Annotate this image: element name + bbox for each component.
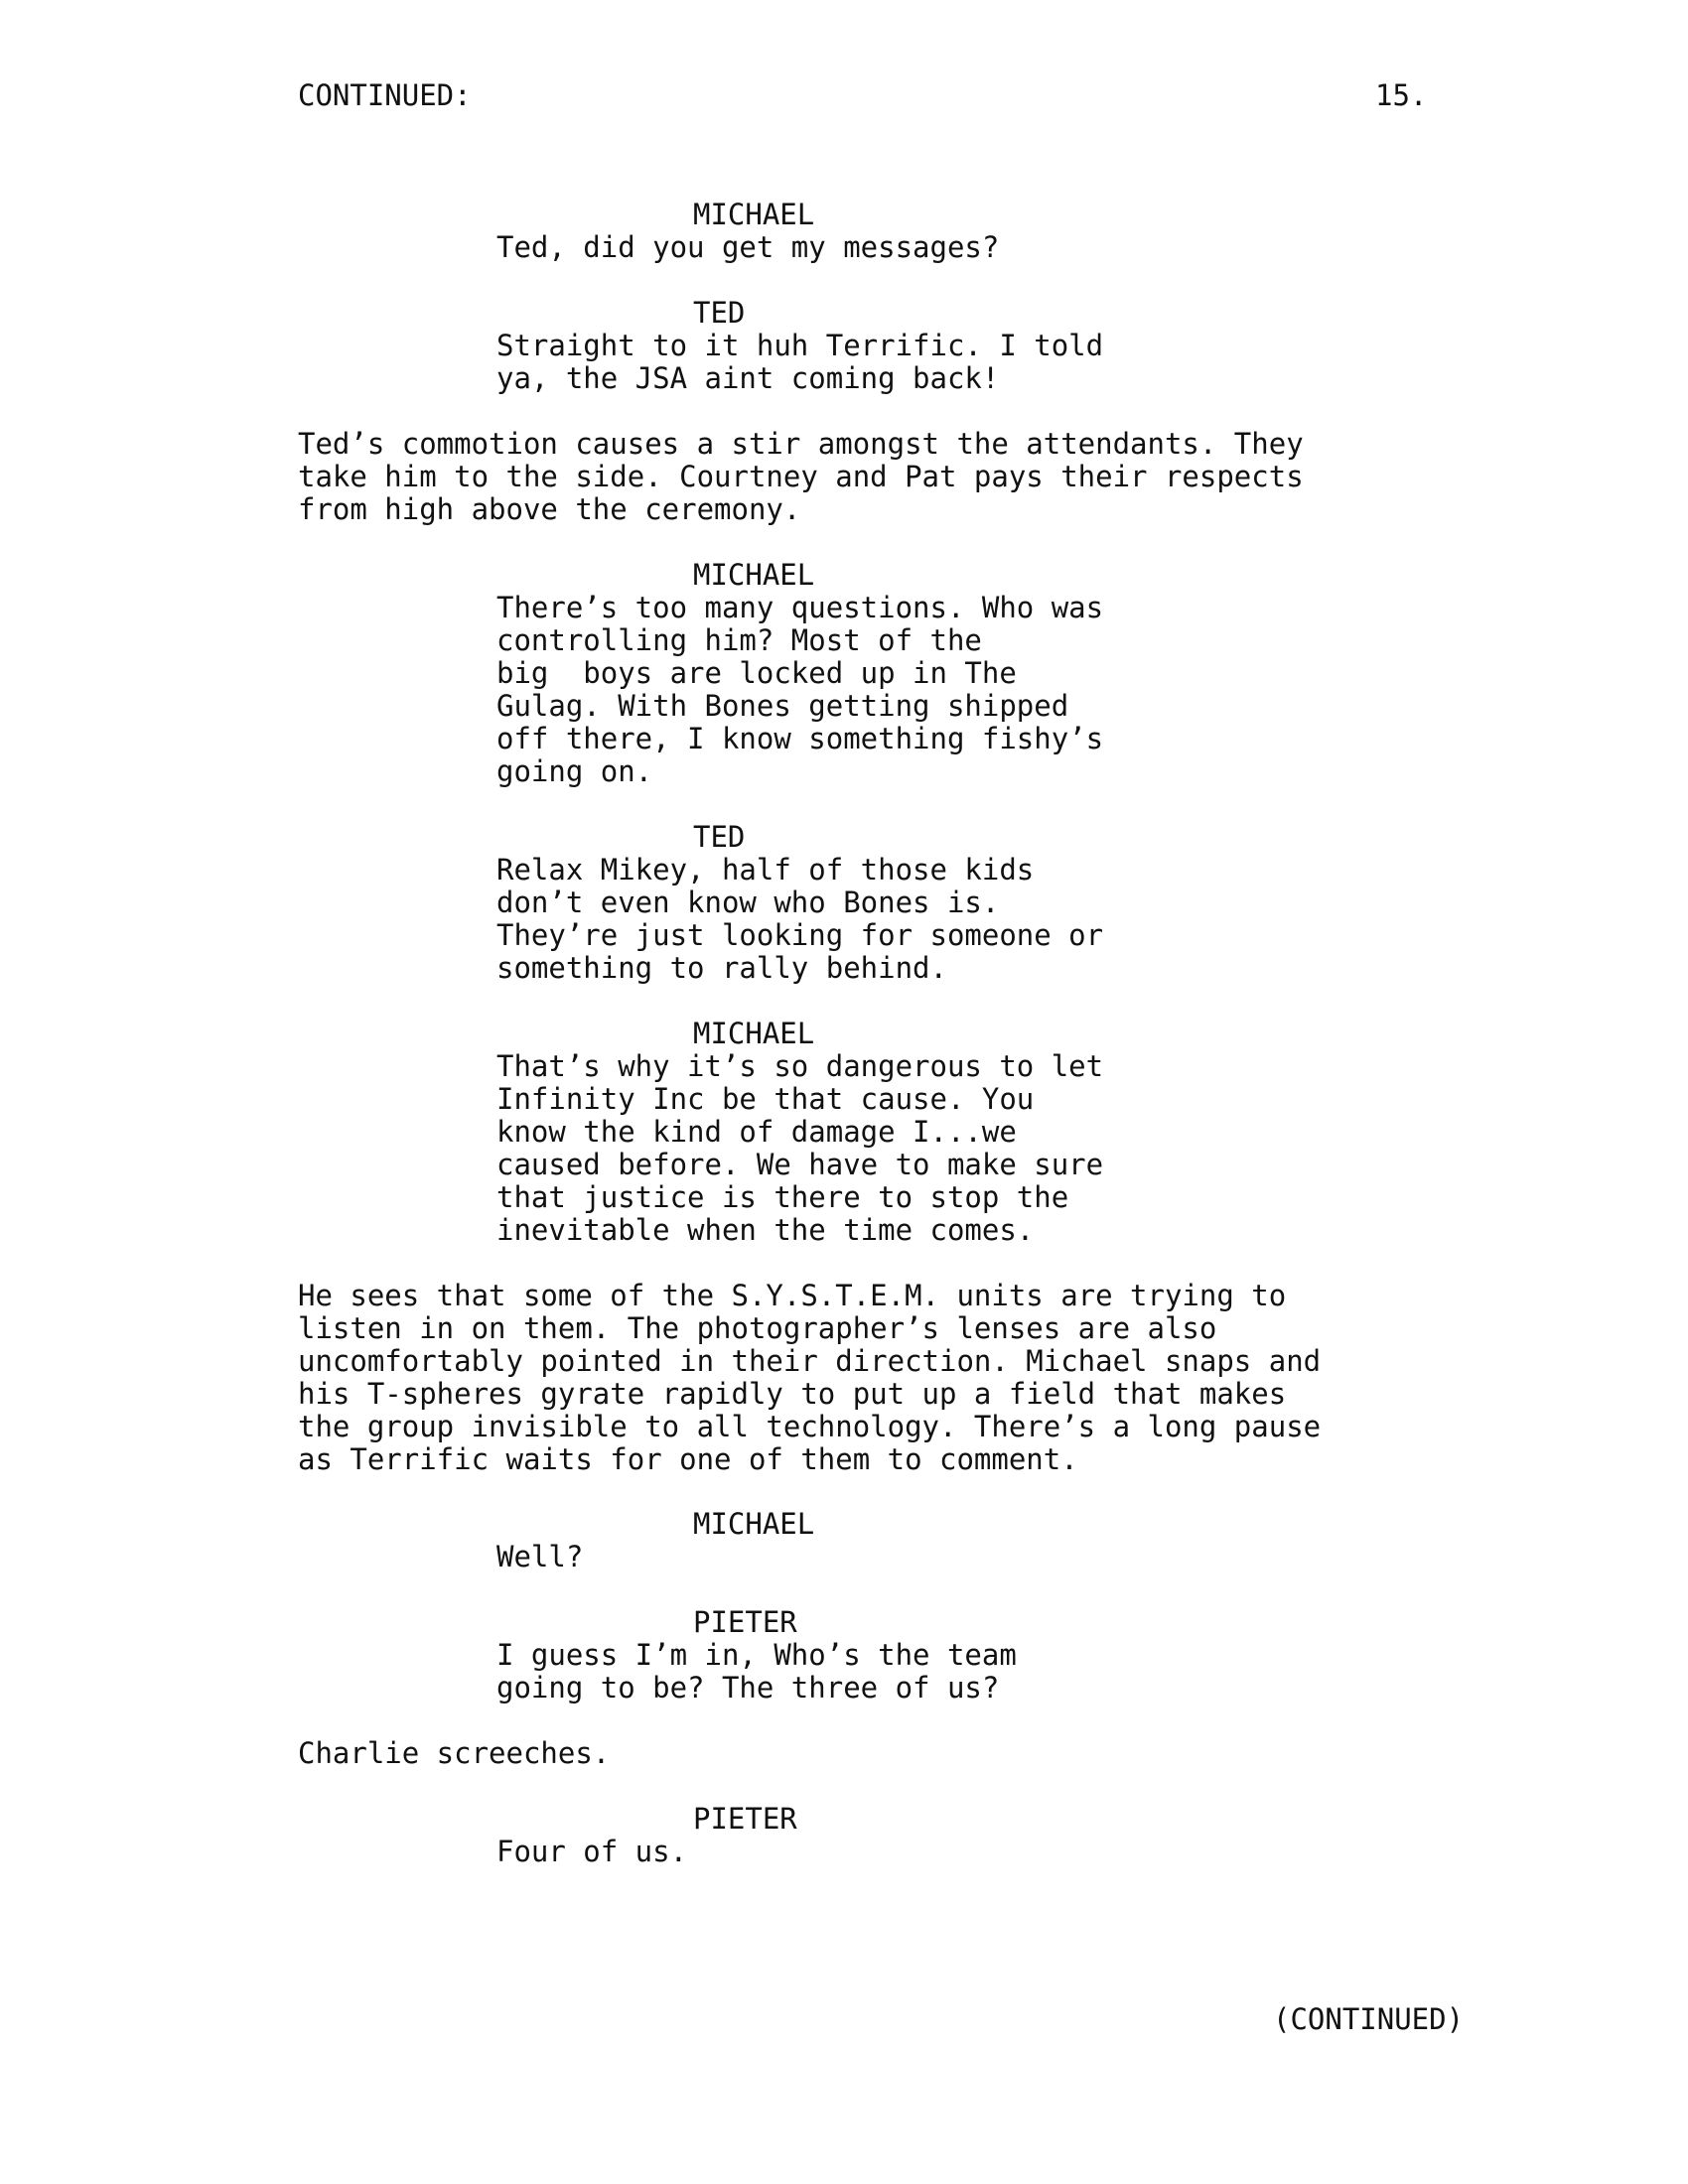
dialogue-block: Relax Mikey, half of those kids don’t even know who Bones is. They’re just looking for someone or something to rally behind. [496, 853, 1104, 985]
continued-header: CONTINUED: [298, 78, 472, 112]
continued-footer: (CONTINUED) [1273, 2002, 1465, 2036]
dialogue-block: Four of us. [496, 1835, 688, 1868]
character-name: MICHAEL [693, 198, 815, 231]
action-block: Charlie screeches. [298, 1736, 611, 1770]
character-name: MICHAEL [693, 1017, 815, 1050]
dialogue-block: That’s why it’s so dangerous to let Infinity Inc be that cause. You know the kind of damage I...we caused before. We have to make sure that justice is there to stop the inevitable when the time comes. [496, 1049, 1104, 1247]
action-block: Ted’s commotion causes a stir amongst the attendants. They take him to the side. Courtney and Pat pays their respects from high above the ceremony. [298, 427, 1304, 526]
character-name: MICHAEL [693, 1507, 815, 1541]
character-name: PIETER [693, 1802, 797, 1836]
character-name: TED [693, 820, 746, 854]
dialogue-block: I guess I’m in, Who’s the team going to be? The three of us? [496, 1638, 1017, 1705]
page-number: 15. [1375, 78, 1428, 112]
dialogue-block: Well? [496, 1540, 584, 1573]
character-name: PIETER [693, 1605, 797, 1639]
character-name: TED [693, 296, 746, 330]
dialogue-block: There’s too many questions. Who was controlling him? Most of the big boys are locked up in The Gulag. With Bones getting shipped off there, I know something fishy’s going on. [496, 591, 1104, 788]
dialogue-block: Ted, did you get my messages? [496, 230, 1000, 264]
character-name: MICHAEL [693, 558, 815, 592]
action-block: He sees that some of the S.Y.S.T.E.M. units are trying to listen in on them. The photographer’s lenses are also uncomfortably pointed in their direction. Michael snaps and his T-spheres gyrate rapidly to put up a field that makes the group invisible to all technology. There’s a long pause as Terrific waits for one of them to comment. [298, 1279, 1322, 1476]
dialogue-block: Straight to it huh Terrific. I told ya, the JSA aint coming back! [496, 329, 1104, 395]
